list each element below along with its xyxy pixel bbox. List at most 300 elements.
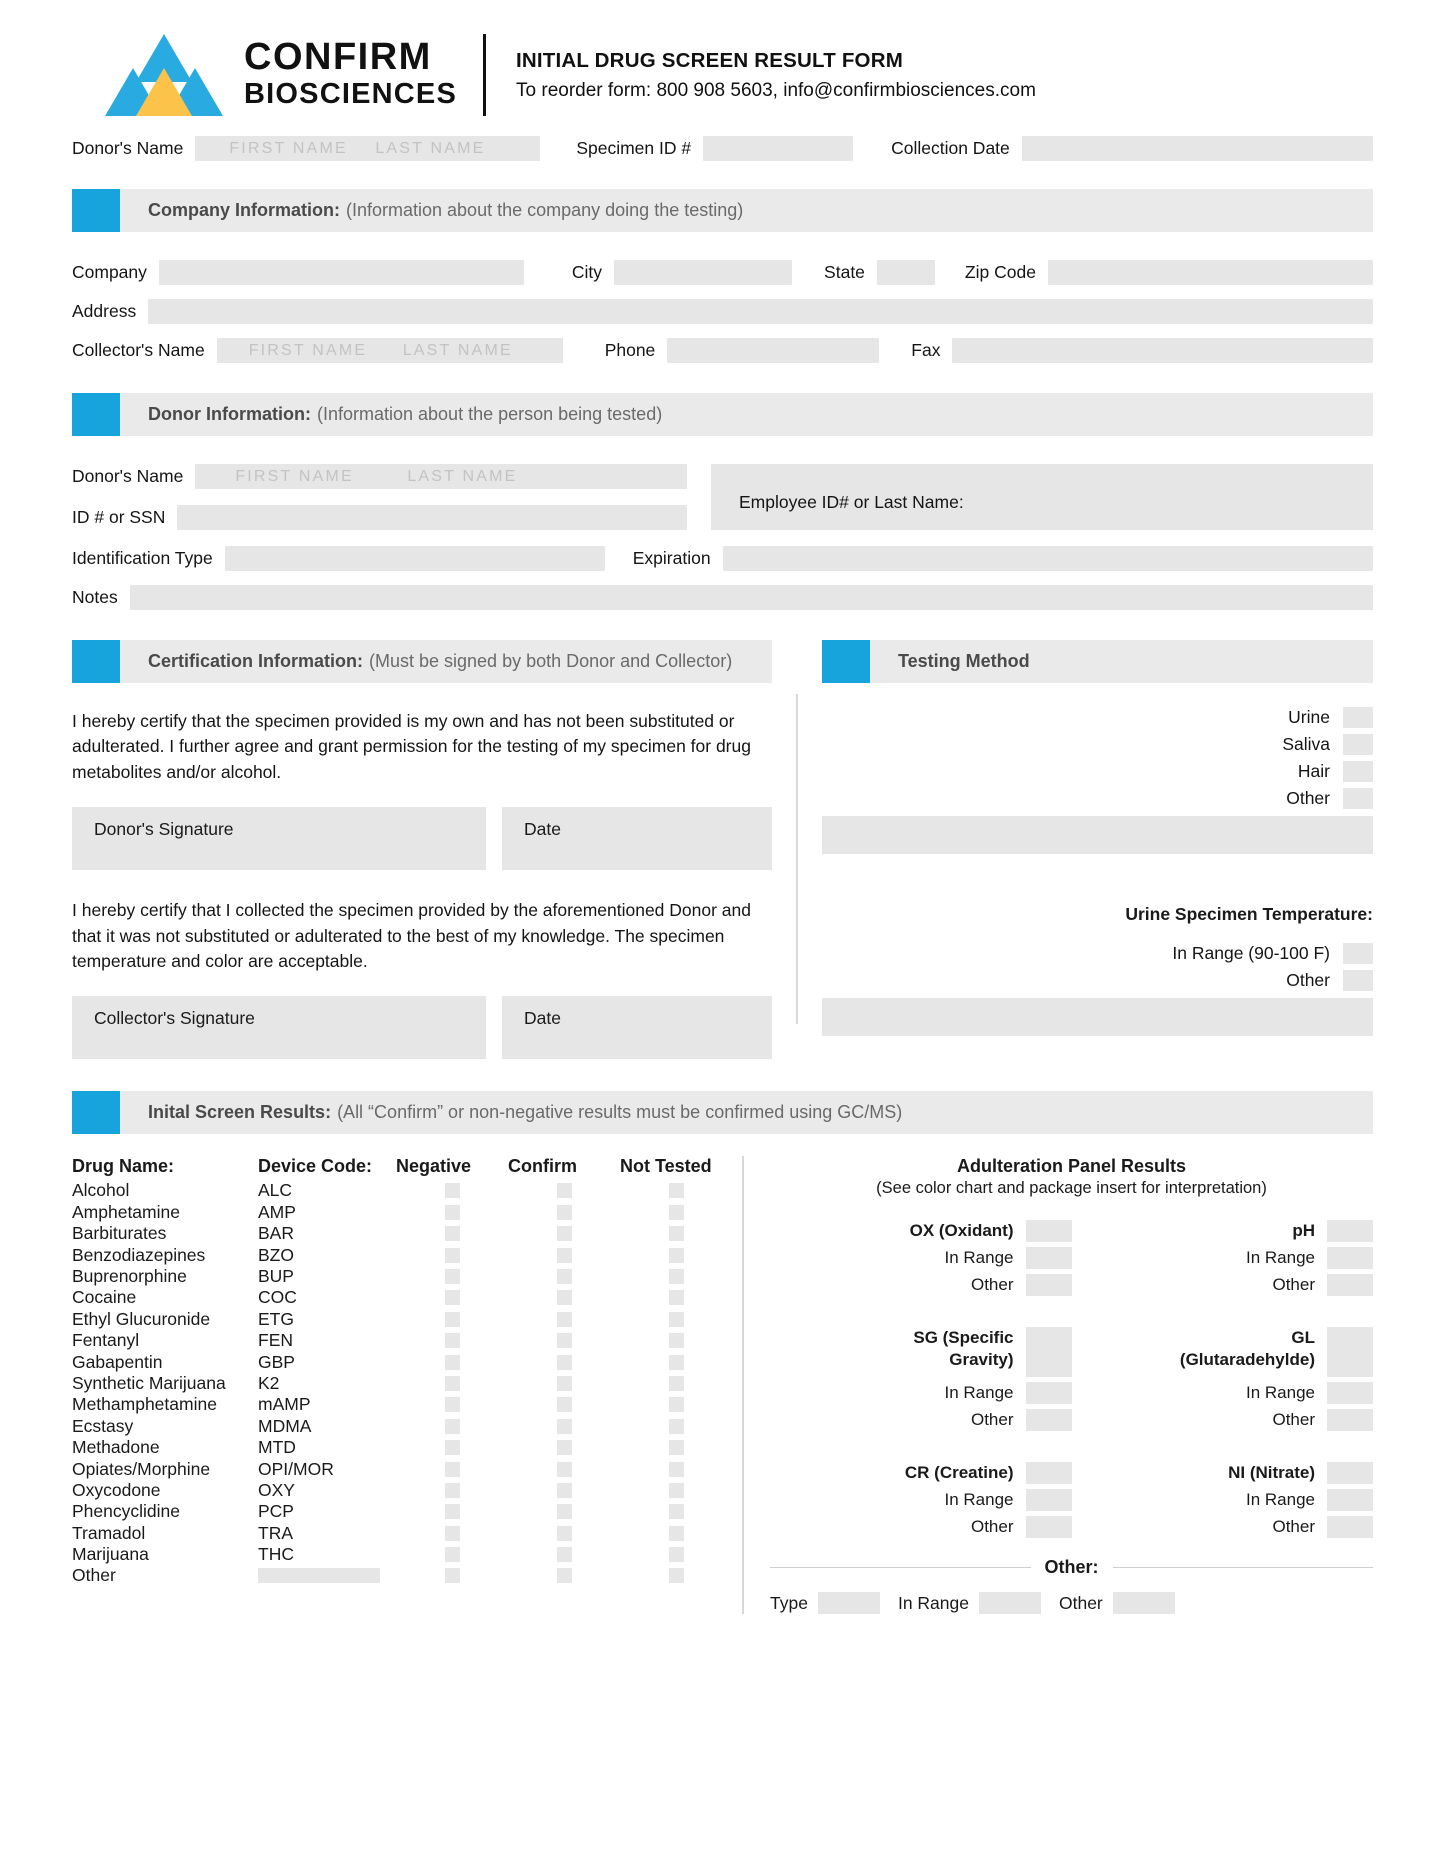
donor-last-name-input-top[interactable] [355, 136, 540, 161]
other-type-label: Type [770, 1592, 808, 1613]
drug-table-header [72, 1156, 732, 1177]
device-code-cell[interactable] [258, 1568, 396, 1583]
state-label: State [824, 262, 865, 282]
phone-input[interactable] [667, 338, 879, 363]
other-in-range-input[interactable] [979, 1592, 1041, 1614]
checkbox-cell-negative[interactable] [396, 1269, 508, 1284]
device-code-cell: BUP [258, 1266, 294, 1286]
ph-in-range-box[interactable] [1327, 1247, 1373, 1269]
checkbox-cell-not-tested[interactable] [620, 1333, 732, 1348]
checkbox-cell-not-tested[interactable] [620, 1248, 732, 1263]
specimen-id-input[interactable] [703, 136, 853, 161]
checkbox-cell-not-tested[interactable] [620, 1483, 732, 1498]
temperature-option-other[interactable] [822, 970, 1373, 991]
sg-label [913, 1327, 1013, 1370]
checkbox-not-tested[interactable] [669, 1183, 684, 1198]
checkbox-cell-confirm[interactable] [508, 1290, 620, 1305]
checkbox-cell-negative[interactable] [396, 1397, 508, 1412]
adulteration-row-1 [770, 1220, 1373, 1301]
checkbox-negative[interactable] [445, 1568, 460, 1583]
checkbox-not-tested[interactable] [669, 1568, 684, 1583]
checkbox-cell-not-tested[interactable] [620, 1547, 732, 1562]
sg-label-line2: Gravity) [949, 1349, 1014, 1369]
address-input[interactable] [148, 299, 1373, 324]
donor-first-name-input-top[interactable] [195, 136, 355, 161]
temperature-option-in-range[interactable] [822, 943, 1373, 964]
drug-name-cell: Ecstasy [72, 1415, 134, 1436]
drug-name-cell: Oxycodone [72, 1479, 161, 1500]
ox-other-box[interactable] [1026, 1274, 1072, 1296]
checkbox-negative[interactable] [445, 1355, 460, 1370]
ox-in-range-box[interactable] [1026, 1247, 1072, 1269]
certification-section-bar [72, 640, 772, 683]
checkbox-not-tested[interactable] [669, 1547, 684, 1562]
cr-other-box[interactable] [1026, 1516, 1072, 1538]
checkbox-negative[interactable] [445, 1397, 460, 1412]
checkbox-confirm[interactable] [557, 1269, 572, 1284]
checkbox-cell-not-tested[interactable] [620, 1440, 732, 1455]
checkbox-negative[interactable] [445, 1440, 460, 1455]
sg-in-range-row[interactable] [770, 1382, 1072, 1404]
identification-expiration-row [72, 546, 1373, 571]
checkbox-confirm[interactable] [557, 1462, 572, 1477]
checkbox-negative[interactable] [445, 1462, 460, 1477]
checkbox-negative[interactable] [445, 1333, 460, 1348]
checkbox-cell-confirm[interactable] [508, 1419, 620, 1434]
table-row [72, 1437, 732, 1458]
table-row [72, 1458, 732, 1479]
checkbox-confirm[interactable] [557, 1504, 572, 1519]
notes-row [72, 585, 1373, 610]
checkbox-negative[interactable] [445, 1483, 460, 1498]
address-label: Address [72, 301, 137, 321]
ni-other-box[interactable] [1327, 1516, 1373, 1538]
table-row [72, 1309, 732, 1330]
checkbox-cell-negative[interactable] [396, 1440, 508, 1455]
divider-line-left [770, 1567, 1031, 1568]
checkbox-confirm[interactable] [557, 1440, 572, 1455]
drug-name-cell: Opiates/Morphine [72, 1458, 211, 1479]
ph-result-box[interactable] [1327, 1220, 1373, 1242]
checkbox-negative[interactable] [445, 1248, 460, 1263]
donor-signature-date-label: Date [524, 819, 561, 840]
collector-certification-statement: I hereby certify that I collected the specimen provided by the aforementioned Donor and that it was not substituted or adulterated to the best of my knowledge. The specimen temperature and color are acceptable. [72, 900, 752, 971]
checkbox-not-tested[interactable] [669, 1397, 684, 1412]
table-row [72, 1351, 732, 1372]
drug-name-cell: Amphetamine [72, 1201, 180, 1222]
company-input[interactable] [159, 260, 524, 285]
checkbox-testing-other[interactable] [1343, 788, 1373, 809]
collector-first-name-placeholder: FIRST NAME [248, 341, 368, 359]
checkbox-cell-not-tested[interactable] [620, 1226, 732, 1241]
ni-in-range-label: In Range [1246, 1490, 1315, 1510]
section-accent-tab-results [72, 1091, 120, 1134]
checkbox-not-tested[interactable] [669, 1312, 684, 1327]
checkbox-hair[interactable] [1343, 761, 1373, 782]
fax-label: Fax [911, 340, 941, 360]
device-code-cell: BZO [258, 1244, 294, 1265]
employee-id-label: Employee ID# or Last Name: [739, 492, 964, 512]
checkbox-cell-negative[interactable] [396, 1419, 508, 1434]
device-code-cell: GBP [258, 1351, 295, 1372]
testing-method-options [822, 707, 1373, 854]
checkbox-cell-confirm[interactable] [508, 1397, 620, 1412]
device-code-cell: TRA [258, 1522, 293, 1543]
brand-name-line2: BIOSCIENCES [244, 77, 458, 110]
checkbox-negative[interactable] [445, 1547, 460, 1562]
checkbox-negative[interactable] [445, 1504, 460, 1519]
checkbox-cell-not-tested[interactable] [620, 1568, 732, 1583]
testing-method-title: Testing Method [898, 651, 1030, 671]
table-row [72, 1266, 732, 1287]
checkbox-cell-confirm[interactable] [508, 1355, 620, 1370]
section-accent-tab-testing-method [822, 640, 870, 683]
id-ssn-row [72, 505, 687, 530]
ni-result-box[interactable] [1327, 1462, 1373, 1484]
testing-method-option-urine[interactable] [822, 707, 1373, 728]
checkbox-confirm[interactable] [557, 1547, 572, 1562]
checkbox-confirm[interactable] [557, 1568, 572, 1583]
other-other-input[interactable] [1113, 1592, 1175, 1614]
checkbox-negative[interactable] [445, 1419, 460, 1434]
adulteration-panel-ni [1072, 1462, 1374, 1543]
checkbox-temperature-in-range[interactable] [1343, 943, 1373, 964]
certification-section-title: Certification Information: [148, 651, 363, 671]
adulteration-other-title: Other: [1044, 1557, 1099, 1578]
testing-method-option-other[interactable] [822, 788, 1373, 809]
checkbox-confirm[interactable] [557, 1312, 572, 1327]
ni-other-row[interactable] [1072, 1516, 1374, 1538]
checkbox-cell-negative[interactable] [396, 1333, 508, 1348]
collector-first-name-input[interactable] [217, 338, 381, 363]
testing-method-label-hair: Hair [1297, 761, 1330, 781]
donor-last-name-input[interactable] [383, 464, 687, 489]
checkbox-cell-negative[interactable] [396, 1205, 508, 1220]
temperature-other-input[interactable] [822, 998, 1373, 1036]
device-code-cell: FEN [258, 1330, 293, 1351]
checkbox-cell-confirm[interactable] [508, 1462, 620, 1477]
checkbox-cell-negative[interactable] [396, 1526, 508, 1541]
checkbox-cell-negative[interactable] [396, 1183, 508, 1198]
testing-method-option-hair[interactable] [822, 761, 1373, 782]
checkbox-cell-confirm[interactable] [508, 1440, 620, 1455]
checkbox-cell-not-tested[interactable] [620, 1269, 732, 1284]
checkbox-negative[interactable] [445, 1376, 460, 1391]
drug-name-cell: Ethyl Glucuronide [72, 1308, 211, 1329]
checkbox-cell-negative[interactable] [396, 1483, 508, 1498]
checkbox-cell-confirm[interactable] [508, 1376, 620, 1391]
donor-signature-date-field[interactable] [502, 807, 772, 870]
testing-method-column [796, 640, 1373, 1059]
zip-code-input[interactable] [1048, 260, 1373, 285]
checkbox-cell-confirm[interactable] [508, 1205, 620, 1220]
checkbox-negative[interactable] [445, 1183, 460, 1198]
device-code-cell: BAR [258, 1223, 294, 1244]
gl-other-row[interactable] [1072, 1409, 1374, 1431]
sg-other-box[interactable] [1026, 1409, 1072, 1431]
adulteration-row-2 [770, 1327, 1373, 1436]
ox-in-range-label: In Range [944, 1248, 1014, 1268]
checkbox-cell-negative[interactable] [396, 1355, 508, 1370]
certification-section-subtitle: (Must be signed by both Donor and Collector) [369, 651, 733, 671]
ni-name-row [1072, 1462, 1374, 1484]
adulteration-panel [742, 1156, 1373, 1614]
section-accent-tab-certification [72, 640, 120, 683]
ox-in-range-row[interactable] [770, 1247, 1072, 1269]
ox-result-box[interactable] [1026, 1220, 1072, 1242]
checkbox-not-tested[interactable] [669, 1376, 684, 1391]
identification-type-input[interactable] [225, 546, 605, 571]
results-section-subtitle: (All “Confirm” or non-negative results must be confirmed using GC/MS) [337, 1102, 903, 1123]
device-code-cell: K2 [258, 1372, 280, 1393]
testing-method-option-saliva[interactable] [822, 734, 1373, 755]
checkbox-not-tested[interactable] [669, 1205, 684, 1220]
results-content [72, 1156, 1373, 1614]
section-accent-tab-company [72, 189, 120, 232]
checkbox-cell-not-tested[interactable] [620, 1526, 732, 1541]
expiration-input[interactable] [723, 546, 1373, 571]
donor-name-label: Donor's Name [72, 466, 184, 486]
checkbox-cell-negative[interactable] [396, 1248, 508, 1263]
device-code-cell: OPI/MOR [258, 1458, 334, 1479]
ox-name-row [770, 1220, 1072, 1242]
adulteration-row-3 [770, 1462, 1373, 1543]
checkbox-cell-not-tested[interactable] [620, 1290, 732, 1305]
first-name-placeholder-top: FIRST NAME [229, 139, 348, 157]
checkbox-cell-confirm[interactable] [508, 1504, 620, 1519]
confirm-biosciences-logo-icon [100, 32, 228, 118]
checkbox-confirm[interactable] [557, 1526, 572, 1541]
checkbox-cell-confirm[interactable] [508, 1248, 620, 1263]
checkbox-not-tested[interactable] [669, 1333, 684, 1348]
checkbox-not-tested[interactable] [669, 1290, 684, 1305]
drug-name-cell: Methamphetamine [72, 1394, 217, 1415]
drug-name-cell: Phencyclidine [72, 1501, 180, 1522]
checkbox-not-tested[interactable] [669, 1440, 684, 1455]
checkbox-confirm[interactable] [557, 1397, 572, 1412]
company-section-subtitle: (Information about the company doing the testing) [346, 200, 744, 220]
collector-signature-date-label: Date [524, 1008, 561, 1029]
donor-first-name-input[interactable] [195, 464, 383, 489]
adulteration-panel-gl [1072, 1327, 1374, 1436]
checkbox-confirm[interactable] [557, 1333, 572, 1348]
checkbox-cell-negative[interactable] [396, 1312, 508, 1327]
checkbox-saliva[interactable] [1343, 734, 1373, 755]
checkbox-cell-confirm[interactable] [508, 1312, 620, 1327]
id-ssn-input[interactable] [177, 505, 687, 530]
cr-result-box[interactable] [1026, 1462, 1072, 1484]
checkbox-cell-confirm[interactable] [508, 1226, 620, 1241]
cr-other-row[interactable] [770, 1516, 1072, 1538]
checkbox-confirm[interactable] [557, 1483, 572, 1498]
checkbox-cell-confirm[interactable] [508, 1526, 620, 1541]
checkbox-temperature-other[interactable] [1343, 970, 1373, 991]
checkbox-cell-negative[interactable] [396, 1568, 508, 1583]
drug-results-table [72, 1156, 732, 1614]
checkbox-confirm[interactable] [557, 1376, 572, 1391]
checkbox-cell-negative[interactable] [396, 1290, 508, 1305]
collector-last-name-input[interactable] [381, 338, 563, 363]
checkbox-cell-not-tested[interactable] [620, 1183, 732, 1198]
employee-id-box[interactable] [711, 464, 1373, 530]
gl-result-box[interactable] [1327, 1327, 1373, 1377]
gl-other-label: Other [1272, 1410, 1315, 1430]
testing-method-other-input[interactable] [822, 816, 1373, 854]
state-input[interactable] [877, 260, 935, 285]
drug-name-cell: Barbiturates [72, 1223, 167, 1244]
ph-in-range-label: In Range [1246, 1248, 1315, 1268]
testing-method-divider [796, 694, 798, 1024]
collector-name-label: Collector's Name [72, 340, 205, 360]
city-label: City [571, 262, 603, 282]
other-type-input[interactable] [818, 1592, 880, 1614]
checkbox-not-tested[interactable] [669, 1526, 684, 1541]
ph-in-range-row[interactable] [1072, 1247, 1374, 1269]
cr-in-range-box[interactable] [1026, 1489, 1072, 1511]
checkbox-cell-confirm[interactable] [508, 1183, 620, 1198]
checkbox-cell-not-tested[interactable] [620, 1397, 732, 1412]
temperature-label-in-range: In Range (90-100 F) [1172, 943, 1330, 963]
table-row [72, 1480, 732, 1501]
checkbox-cell-confirm[interactable] [508, 1483, 620, 1498]
drug-name-cell: Tramadol [72, 1522, 146, 1543]
donor-section-title: Donor Information: [148, 404, 311, 424]
collector-signature-field[interactable] [72, 996, 486, 1059]
checkbox-confirm[interactable] [557, 1205, 572, 1220]
brand-wordmark [244, 35, 458, 112]
donor-left-fields [72, 464, 687, 530]
collection-date-input[interactable] [1022, 136, 1373, 161]
checkbox-urine[interactable] [1343, 707, 1373, 728]
ni-other-label: Other [1272, 1517, 1315, 1537]
checkbox-not-tested[interactable] [669, 1419, 684, 1434]
checkbox-confirm[interactable] [557, 1226, 572, 1241]
drug-name-cell: Marijuana [72, 1544, 149, 1565]
checkbox-not-tested[interactable] [669, 1269, 684, 1284]
checkbox-cell-confirm[interactable] [508, 1269, 620, 1284]
checkbox-cell-negative[interactable] [396, 1462, 508, 1477]
ox-label: OX (Oxidant) [909, 1221, 1014, 1241]
cr-name-row [770, 1462, 1072, 1484]
cr-in-range-row[interactable] [770, 1489, 1072, 1511]
drug-name-cell: Buprenorphine [72, 1266, 187, 1286]
checkbox-cell-negative[interactable] [396, 1547, 508, 1562]
column-header-drug-name: Drug Name: [72, 1156, 175, 1177]
checkbox-negative[interactable] [445, 1226, 460, 1241]
checkbox-confirm[interactable] [557, 1248, 572, 1263]
sg-in-range-box[interactable] [1026, 1382, 1072, 1404]
checkbox-confirm[interactable] [557, 1419, 572, 1434]
collection-date-label: Collection Date [891, 138, 1010, 158]
id-ssn-label: ID # or SSN [72, 507, 166, 527]
checkbox-not-tested[interactable] [669, 1504, 684, 1519]
adulteration-panel-ph [1072, 1220, 1374, 1301]
gl-label-line2: (Glutaradehylde) [1179, 1349, 1315, 1369]
donor-name-row [72, 464, 687, 489]
ph-other-row[interactable] [1072, 1274, 1374, 1296]
checkbox-cell-not-tested[interactable] [620, 1462, 732, 1477]
table-row [72, 1565, 732, 1586]
device-code-cell: MTD [258, 1437, 296, 1458]
collector-name-phone-fax-row [72, 338, 1373, 363]
checkbox-not-tested[interactable] [669, 1355, 684, 1370]
table-row [72, 1202, 732, 1223]
checkbox-not-tested[interactable] [669, 1483, 684, 1498]
checkbox-cell-confirm[interactable] [508, 1547, 620, 1562]
donor-details-block [72, 464, 1373, 530]
donor-section-subtitle: (Information about the person being tested) [316, 404, 663, 424]
device-code-cell: PCP [258, 1501, 294, 1522]
checkbox-cell-not-tested[interactable] [620, 1376, 732, 1391]
checkbox-cell-negative[interactable] [396, 1376, 508, 1391]
sg-other-row[interactable] [770, 1409, 1072, 1431]
testing-method-section-bar [822, 640, 1373, 683]
checkbox-negative[interactable] [445, 1526, 460, 1541]
collector-signature-date-field[interactable] [502, 996, 772, 1059]
notes-input[interactable] [130, 585, 1373, 610]
donor-signature-field[interactable] [72, 807, 486, 870]
checkbox-cell-not-tested[interactable] [620, 1419, 732, 1434]
checkbox-cell-negative[interactable] [396, 1226, 508, 1241]
checkbox-cell-not-tested[interactable] [620, 1355, 732, 1370]
gl-label [1180, 1327, 1315, 1370]
device-code-cell: ETG [258, 1308, 294, 1329]
ph-other-label: Other [1272, 1275, 1315, 1295]
donor-signature-row [72, 807, 772, 870]
gl-in-range-row[interactable] [1072, 1382, 1374, 1404]
fax-input[interactable] [952, 338, 1373, 363]
ni-in-range-row[interactable] [1072, 1489, 1374, 1511]
ph-label: pH [1292, 1221, 1315, 1241]
table-row [72, 1394, 732, 1415]
ni-in-range-box[interactable] [1327, 1489, 1373, 1511]
checkbox-cell-not-tested[interactable] [620, 1205, 732, 1220]
gl-other-box[interactable] [1327, 1409, 1373, 1431]
checkbox-cell-not-tested[interactable] [620, 1504, 732, 1519]
checkbox-cell-not-tested[interactable] [620, 1312, 732, 1327]
other-device-code-input[interactable] [258, 1568, 380, 1583]
checkbox-negative[interactable] [445, 1312, 460, 1327]
checkbox-cell-confirm[interactable] [508, 1568, 620, 1583]
gl-in-range-box[interactable] [1327, 1382, 1373, 1404]
ph-other-box[interactable] [1327, 1274, 1373, 1296]
cr-label: CR (Creatine) [904, 1463, 1014, 1483]
checkbox-cell-confirm[interactable] [508, 1333, 620, 1348]
table-row [72, 1330, 732, 1351]
collector-last-name-placeholder: LAST NAME [402, 341, 513, 359]
column-header-device-code: Device Code: [258, 1156, 373, 1177]
zip-code-label: Zip Code [964, 262, 1036, 282]
checkbox-negative[interactable] [445, 1269, 460, 1284]
checkbox-not-tested[interactable] [669, 1248, 684, 1263]
checkbox-negative[interactable] [445, 1205, 460, 1220]
checkbox-negative[interactable] [445, 1290, 460, 1305]
form-title: INITIAL DRUG SCREEN RESULT FORM [516, 48, 903, 72]
checkbox-not-tested[interactable] [669, 1226, 684, 1241]
address-row [72, 299, 1373, 324]
checkbox-confirm[interactable] [557, 1183, 572, 1198]
cr-other-label: Other [970, 1517, 1014, 1537]
checkbox-not-tested[interactable] [669, 1462, 684, 1477]
checkbox-confirm[interactable] [557, 1355, 572, 1370]
city-input[interactable] [614, 260, 792, 285]
checkbox-cell-negative[interactable] [396, 1504, 508, 1519]
ph-name-row [1072, 1220, 1374, 1242]
checkbox-confirm[interactable] [557, 1290, 572, 1305]
ox-other-row[interactable] [770, 1274, 1072, 1296]
sg-result-box[interactable] [1026, 1327, 1072, 1377]
gl-name-row [1072, 1327, 1374, 1377]
